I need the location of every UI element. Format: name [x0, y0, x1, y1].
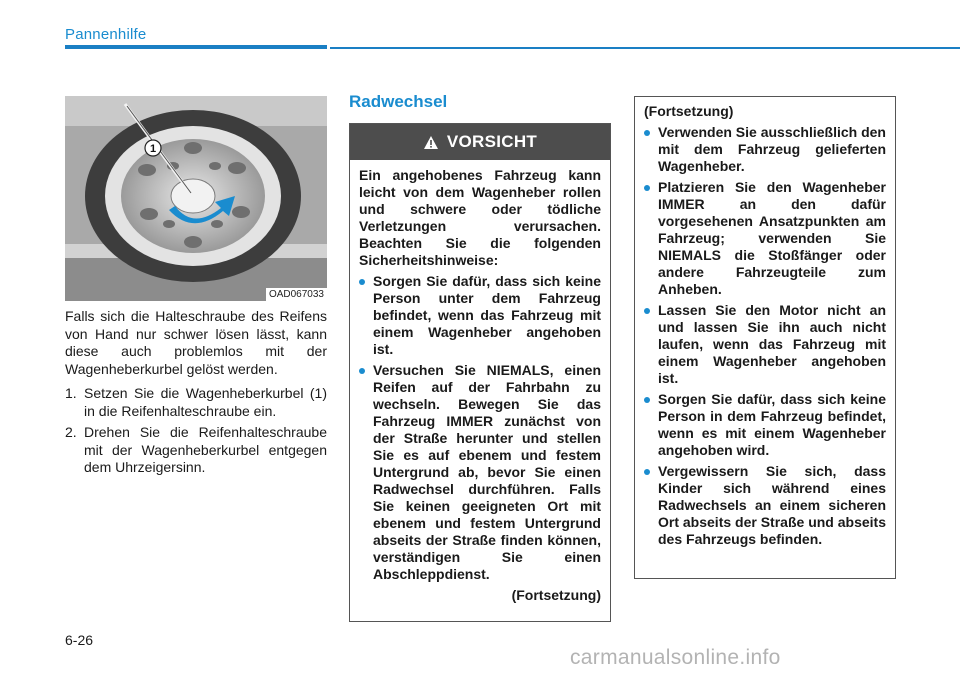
warning-header [350, 124, 610, 160]
section-heading: Radwechsel [349, 92, 448, 111]
warning-box [349, 123, 611, 622]
header-rule-thick [65, 45, 327, 49]
bullet-item [359, 362, 601, 583]
bullet-text: Sorgen Sie dafür, dass sich keine Person unter dem Fahrzeug befindet, wenn das Fahrzeug mit einem Wagenheber angehoben ist. [373, 273, 601, 357]
warning-body [350, 160, 610, 604]
step-text: Setzen Sie die Wagenheberkurbel (1) in die Reifenhalteschraube ein. [84, 385, 327, 419]
continued-warning-box [634, 96, 896, 579]
step-item [65, 385, 327, 420]
warning-label: VORSICHT [446, 132, 538, 151]
step-number: 2. [65, 424, 77, 440]
bullet-item [644, 463, 886, 548]
bullet-dot [644, 397, 650, 403]
bullet-dot [644, 469, 650, 475]
bullet-text: Versuchen Sie NIEMALS, einen Reifen auf der Fahrbahn zu wechseln. Bewegen Sie das Fahrzeug IMMER zunächst von der Straße herunter und stellen Sie es auf ebenem und festem Untergrund ab, bevor Sie einen Radwechsel durchführen. Falls Sie keinen geeigneten Ort mit ebenem und festem Untergrund abseits der Straße finden können, verständigen Sie einen Abschleppdienst. [373, 362, 601, 582]
step-text: Drehen Sie die Reifenhalteschraube mit der Wagenheberkurbel entgegen dem Uhrzeigersinn. [84, 424, 327, 475]
bullet-item [644, 124, 886, 175]
bullet-dot [644, 185, 650, 191]
bullet-dot [359, 279, 365, 285]
bullet-dot [359, 368, 365, 374]
bullet-item [359, 273, 601, 358]
bullet-text: Vergewissern Sie sich, dass Kinder sich während eines Radwechsels an einem sicheren Ort abseits der Straße und abseits des Fahrzeugs befinden. [658, 463, 886, 547]
watermark: carmanualsonline.info [570, 646, 781, 669]
bullet-item [644, 302, 886, 387]
continued-label: (Fortsetzung) [644, 103, 734, 119]
left-column-text [65, 308, 327, 481]
bullet-text: Sorgen Sie dafür, dass sich keine Person in dem Fahrzeug befindet, wenn es mit einem Wagenheber angehoben wird. [658, 391, 886, 458]
continued-note: (Fortsetzung) [511, 587, 601, 603]
bullet-item [644, 391, 886, 459]
spare-tire-drawing [65, 96, 327, 301]
warning-icon [423, 135, 439, 150]
callout-number: 1 [149, 143, 157, 155]
step-item [65, 424, 327, 477]
page-number: 6-26 [65, 632, 94, 648]
bullet-item [644, 179, 886, 298]
warning-intro: Ein angehobenes Fahrzeug kann leicht von dem Wagenheber rollen und schwere oder tödliche Verletzungen verursachen. Beachten Sie die folgenden Sicherheitshinweise: [359, 167, 601, 268]
bullet-dot [644, 130, 650, 136]
step-number: 1. [65, 385, 77, 401]
bullet-text: Platzieren Sie den Wagenheber IMMER an den dafür vorgesehenen Ansatzpunkten am Fahrzeug; verwenden Sie NIEMALS die Stoßfänger oder andere Fahrzeugteile zum Anheben. [658, 179, 886, 297]
spare-tire-illustration [65, 96, 327, 301]
header-rule-thin [330, 47, 960, 49]
section-title: Pannenhilfe [65, 26, 147, 43]
continued-body [635, 97, 895, 548]
bullet-text: Lassen Sie den Motor nicht an und lassen Sie ihn auch nicht laufen, wenn das Fahrzeug mit einem Wagenheber angehoben ist. [658, 302, 886, 386]
bullet-dot [644, 308, 650, 314]
bullet-text: Verwenden Sie ausschließlich den mit dem Fahrzeug gelieferten Wagenheber. [658, 124, 886, 174]
intro-paragraph: Falls sich die Halteschraube des Reifens von Hand nur schwer lösen lässt, kann diese auch problemlos mit der Wagenheberkurbel gelöst werden. [65, 308, 327, 377]
figure-code: OAD067033 [266, 288, 327, 301]
